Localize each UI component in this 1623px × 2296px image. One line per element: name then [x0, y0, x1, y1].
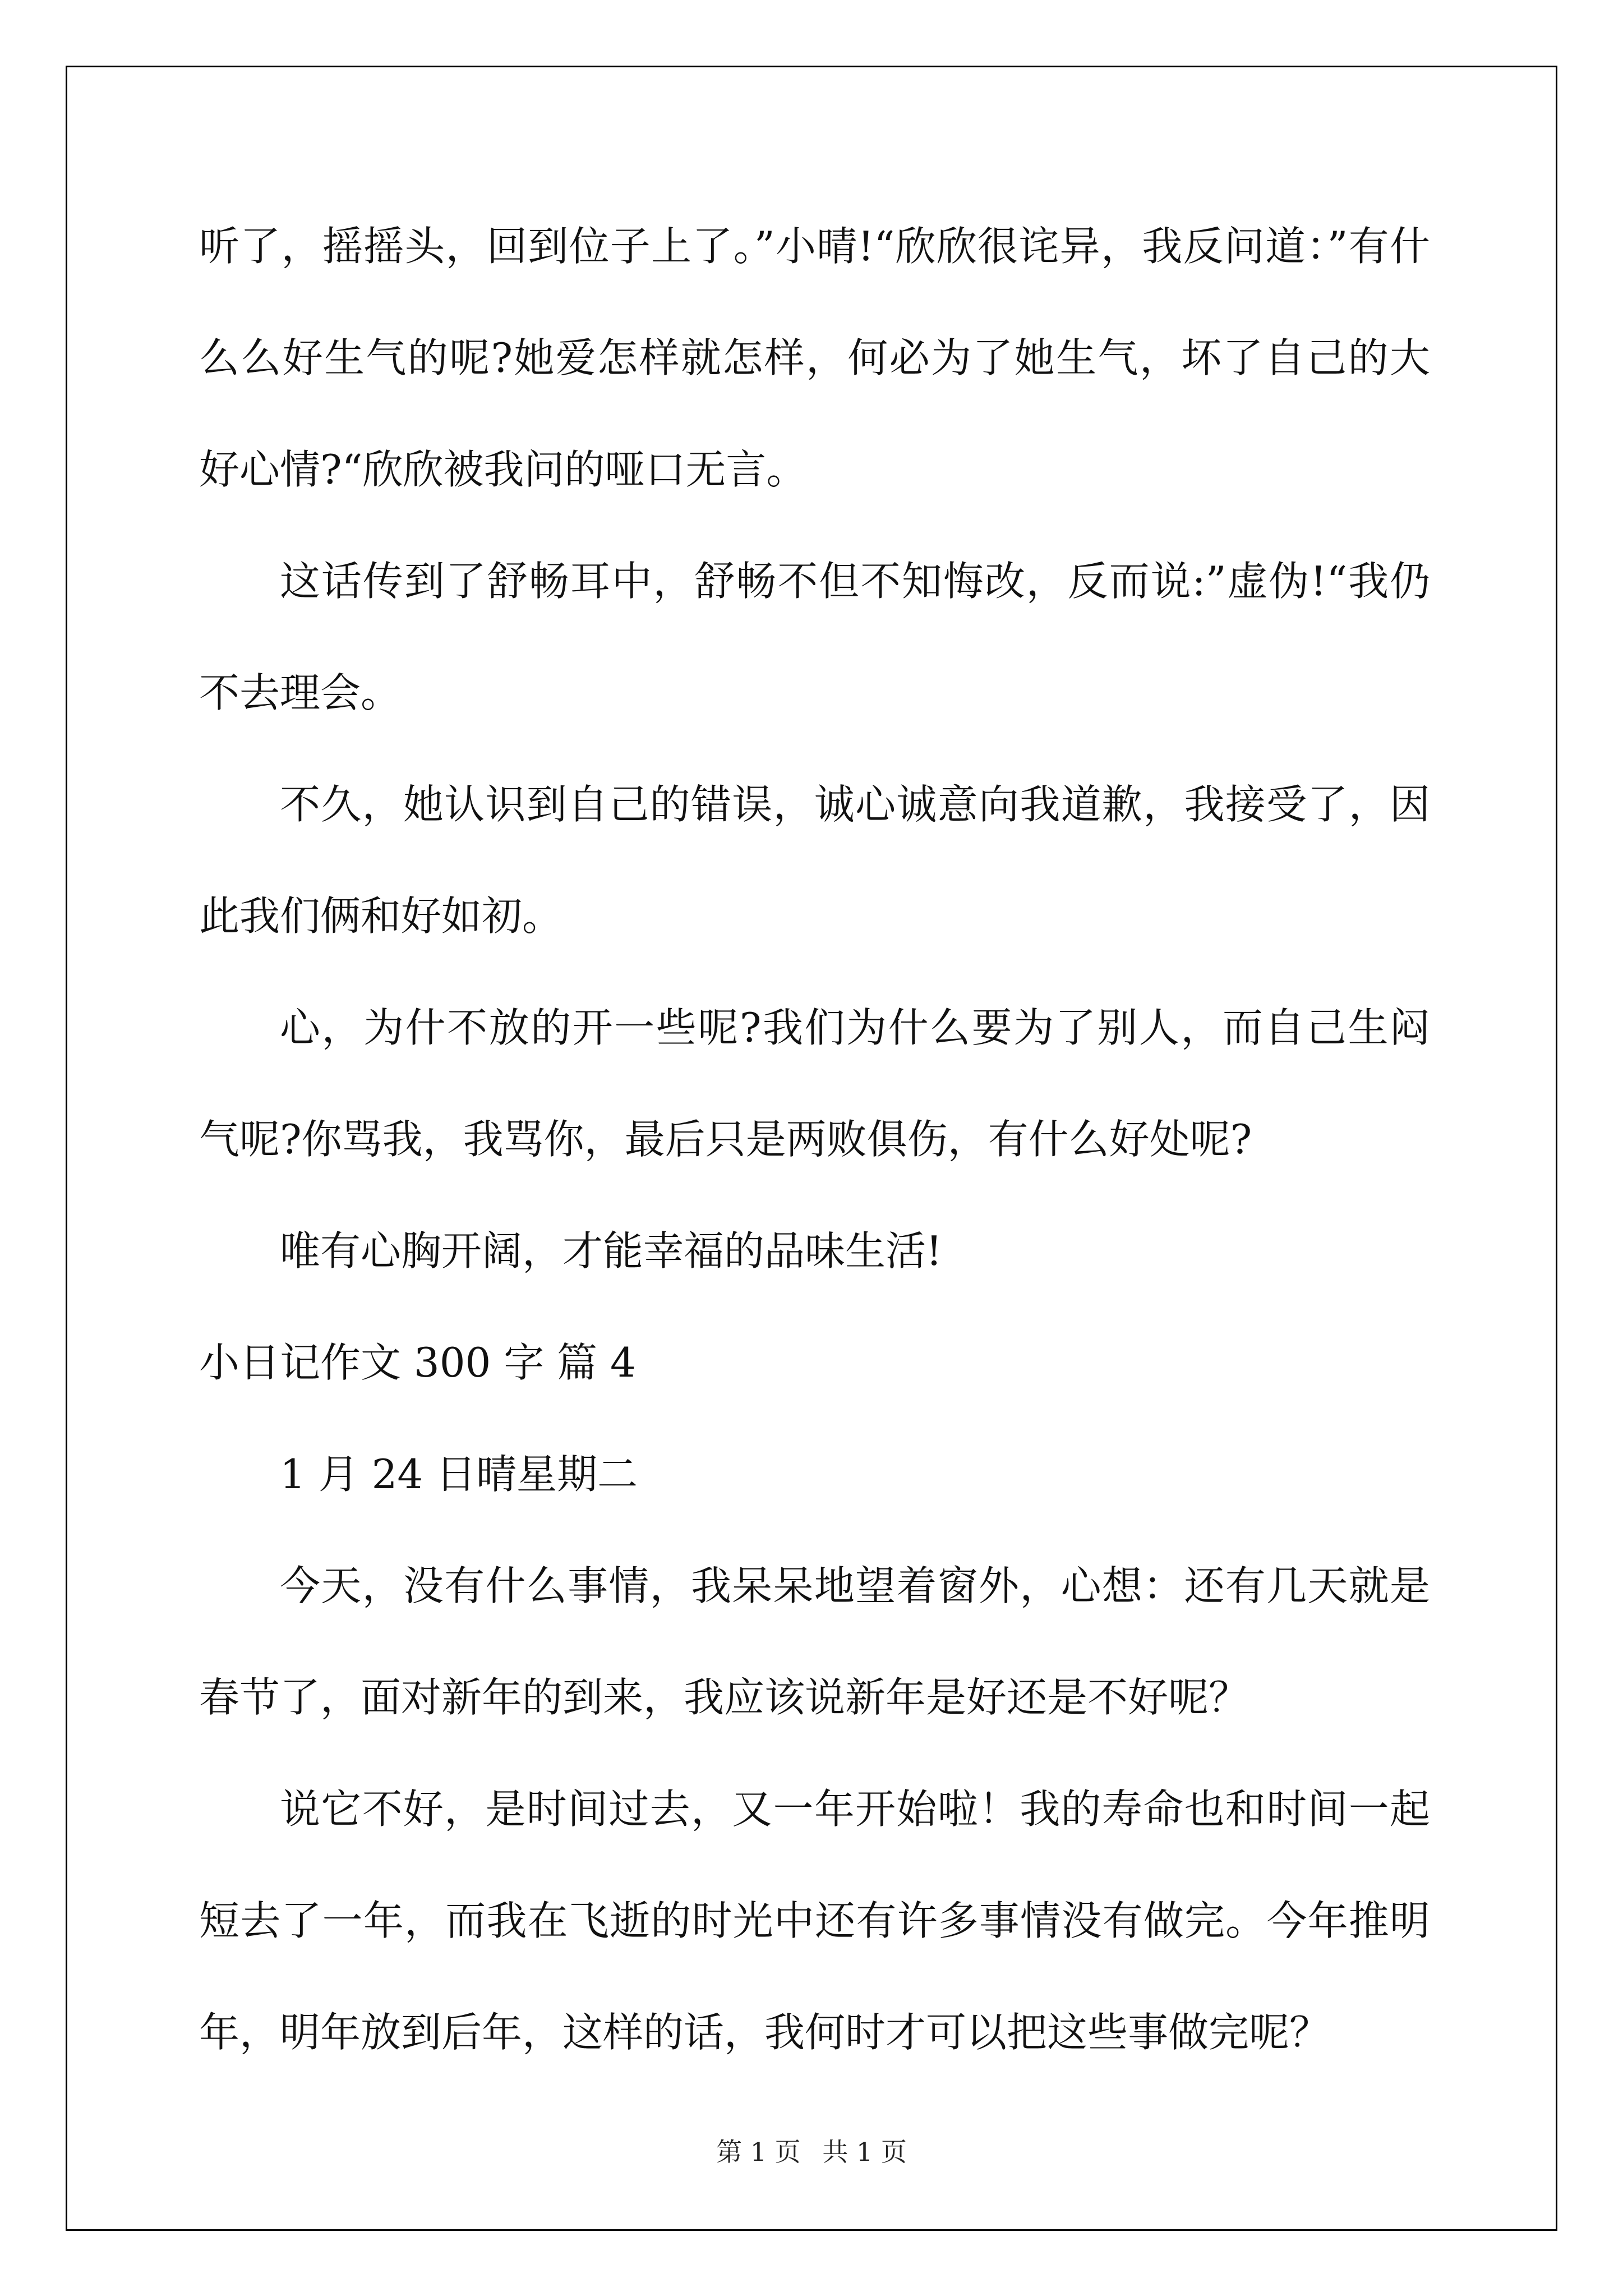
paragraph: 唯有心胸开阔，才能幸福的品味生活! — [280, 1227, 942, 1274]
diary-date: 1 月 24 日晴星期二 — [280, 1451, 638, 1498]
paragraph: 说它不好，是时间过去，又一年开始啦！我的寿命也和时间一起短去了一年，而我在飞逝的时光中还有许多事情没有做完。今年推明年，明年放到后年，这样的话，我何时才可以把这些事做完呢？ — [199, 1786, 1430, 2056]
paragraph: 这话传到了舒畅耳中，舒畅不但不知悔改，反而说:”虚伪!“我仍不去理会。 — [199, 558, 1430, 716]
document-body — [199, 191, 1430, 2088]
paragraph: 不久，她认识到自己的错误，诚心诚意向我道歉，我接受了，因此我们俩和好如初。 — [199, 781, 1430, 940]
section-title: 小日记作文 300 字 篇 4 — [199, 1339, 636, 1386]
page-footer — [0, 2132, 1623, 2169]
paragraph: 听了，摇摇头，回到位子上了。”小晴!“欣欣很诧异，我反问道：”有什么么好生气的呢?她爱怎样就怎样，何必为了她生气，坏了自己的大好心情?“欣欣被我问的哑口无言。 — [199, 223, 1430, 493]
paragraph: 今天，没有什么事情，我呆呆地望着窗外，心想：还有几天就是春节了，面对新年的到来，我应该说新年是好还是不好呢？ — [199, 1562, 1430, 1721]
paragraph: 心，为什不放的开一些呢?我们为什么要为了别人，而自己生闷气呢?你骂我，我骂你，最后只是两败俱伤，有什么好处呢? — [199, 1004, 1430, 1163]
page-number: 第 1 页 — [716, 2137, 801, 2167]
page-total: 共 1 页 — [822, 2137, 907, 2167]
